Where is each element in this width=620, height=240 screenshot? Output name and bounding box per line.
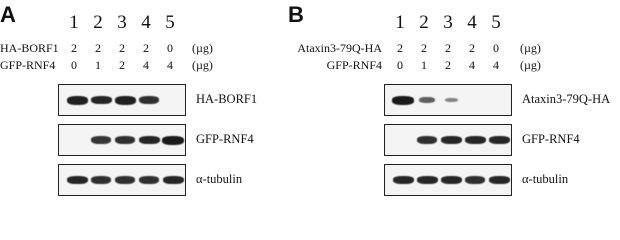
blot-band xyxy=(417,176,438,184)
blot-band xyxy=(441,136,462,144)
panel-a-blot-2 xyxy=(58,124,186,156)
panel-b-blot-1 xyxy=(384,84,512,116)
blot-band xyxy=(393,176,414,184)
blot-band xyxy=(419,97,435,103)
blot-band xyxy=(465,176,485,184)
panel-b-row2-amount-1: 0 xyxy=(397,58,403,72)
blot-band xyxy=(162,136,184,145)
panel-a-blot-2-label: GFP-RNF4 xyxy=(196,132,254,146)
panel-b-blot-1-label: Ataxin3-79Q-HA xyxy=(522,92,611,106)
panel-a-lane-5: 5 xyxy=(165,12,175,33)
blot-band xyxy=(67,176,88,184)
panel-a-lane-2: 2 xyxy=(93,12,103,33)
panel-b-row2-amount-2: 1 xyxy=(421,58,427,72)
panel-b-blot-3-label: α-tubulin xyxy=(522,172,569,186)
panel-b-blot-2-label: GFP-RNF4 xyxy=(522,132,580,146)
panel-b-lane-3: 3 xyxy=(443,12,453,33)
blot-band xyxy=(91,96,112,104)
blot-band xyxy=(139,136,160,144)
panel-a-row2-amount-4: 4 xyxy=(143,58,149,72)
panel-b-row2-label: GFP-RNF4 xyxy=(326,58,382,72)
panel-b-row1-amount-5: 0 xyxy=(493,41,499,55)
panel-a-letter: A xyxy=(0,2,16,27)
blot-band xyxy=(91,136,111,144)
panel-b-lane-5: 5 xyxy=(491,12,501,33)
panel-b-row1-label: Ataxin3-79Q-HA xyxy=(297,41,382,55)
blot-band xyxy=(465,136,486,144)
blot-band xyxy=(139,96,159,104)
blot-band xyxy=(115,96,136,105)
blot-band xyxy=(489,136,510,144)
panel-a-blot-1 xyxy=(58,84,186,116)
panel-b-lane-2: 2 xyxy=(419,12,429,33)
blot-band xyxy=(139,176,159,184)
panel-a-row2-amount-3: 2 xyxy=(119,58,125,72)
panel-a-row2-label: GFP-RNF4 xyxy=(0,58,56,72)
blot-band xyxy=(489,176,510,184)
panel-a-blot-3 xyxy=(58,164,186,196)
panel-a-row1-amount-5: 0 xyxy=(167,41,173,55)
panel-a-row2-unit: (µg) xyxy=(192,58,213,72)
blot-band xyxy=(91,176,111,184)
panel-a-row1-amount-2: 2 xyxy=(95,41,101,55)
panel-b-row2-amount-4: 4 xyxy=(469,58,475,72)
panel-a-blot-3-label: α-tubulin xyxy=(196,172,243,186)
panel-a-row1-amount-3: 2 xyxy=(119,41,125,55)
panel-a-lane-4: 4 xyxy=(141,12,151,33)
blot-band xyxy=(441,176,462,184)
panel-a-row1-label: HA-BORF1 xyxy=(0,41,59,55)
panel-b-row2-unit: (µg) xyxy=(520,58,541,72)
panel-a-lane-3: 3 xyxy=(117,12,127,33)
panel-a-blot-1-label: HA-BORF1 xyxy=(196,92,258,106)
panel-b-row1-amount-2: 2 xyxy=(421,41,427,55)
panel-a-row1-amount-4: 2 xyxy=(143,41,149,55)
panel-b-blot-3 xyxy=(384,164,512,196)
blot-band xyxy=(417,136,437,144)
panel-b-row1-amount-1: 2 xyxy=(397,41,403,55)
blot-band xyxy=(67,96,88,105)
blot-band xyxy=(445,98,458,102)
panel-a-lane-1: 1 xyxy=(69,12,79,33)
blot-band xyxy=(163,176,184,184)
panel-b-lane-1: 1 xyxy=(395,12,405,33)
panel-a-row2-amount-1: 0 xyxy=(71,58,77,72)
panel-b-row1-unit: (µg) xyxy=(520,41,541,55)
panel-a-row2-amount-5: 4 xyxy=(167,58,173,72)
panel-b-letter: B xyxy=(288,2,304,27)
blot-band xyxy=(392,96,414,105)
panel-b-blot-2 xyxy=(384,124,512,156)
blot-band xyxy=(115,136,135,144)
panel-a-row1-unit: (µg) xyxy=(192,41,213,55)
panel-b-row2-amount-5: 4 xyxy=(493,58,499,72)
panel-b-lane-4: 4 xyxy=(467,12,477,33)
panel-a-row2-amount-2: 1 xyxy=(95,58,101,72)
panel-b-row2-amount-3: 2 xyxy=(445,58,451,72)
panel-b-row1-amount-4: 2 xyxy=(469,41,475,55)
panel-a-row1-amount-1: 2 xyxy=(71,41,77,55)
panel-b-row1-amount-3: 2 xyxy=(445,41,451,55)
blot-band xyxy=(115,176,135,184)
